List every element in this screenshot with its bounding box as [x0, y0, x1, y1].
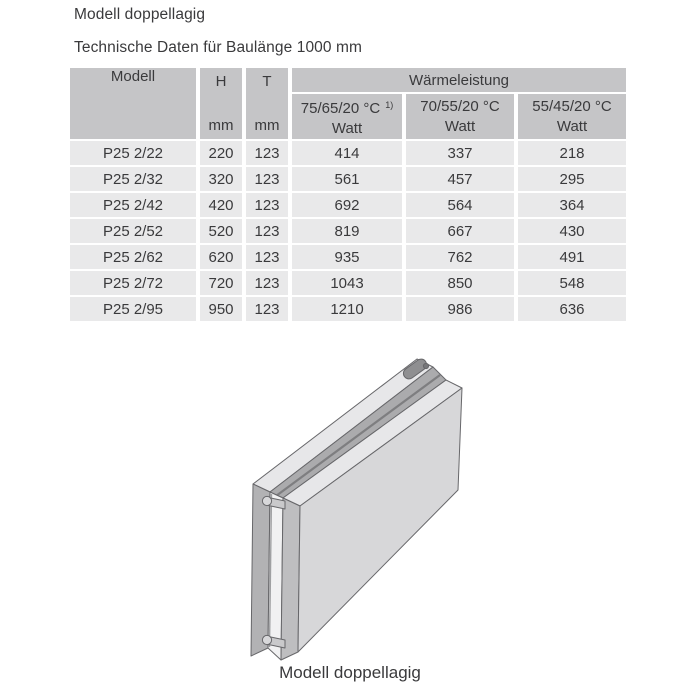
page-subtitle: Technische Daten für Baulänge 1000 mm	[74, 39, 363, 56]
col-header-watt-70	[406, 94, 514, 139]
cell-watt-70: 850	[406, 271, 514, 295]
cell-model: P25 2/52	[70, 219, 196, 243]
col-group-waermeleistung-label: Wärmeleistung	[408, 71, 510, 89]
cell-watt-55: 430	[518, 219, 626, 243]
cell-t: 123	[246, 141, 288, 165]
cell-watt-75: 692	[292, 193, 402, 217]
connector-pin-bottom-cap	[262, 635, 271, 644]
far-end-clamp-pin	[423, 363, 428, 368]
cell-h: 320	[200, 167, 242, 191]
table-row	[70, 141, 626, 165]
col-header-t-label: T	[262, 72, 272, 90]
connector-pin-top-cap	[262, 496, 271, 505]
cell-t: 123	[246, 193, 288, 217]
temp-label: 55/45/20 °C	[532, 97, 612, 115]
cell-watt-75: 414	[292, 141, 402, 165]
cell-t: 123	[246, 219, 288, 243]
cell-watt-70: 762	[406, 245, 514, 269]
cell-h: 520	[200, 219, 242, 243]
cell-watt-70: 667	[406, 219, 514, 243]
table-header-row-1	[70, 68, 626, 92]
col-group-waermeleistung	[292, 68, 626, 92]
technical-data-table	[66, 66, 630, 323]
col-header-h-unit: mm	[208, 116, 234, 134]
col-header-h	[200, 68, 242, 139]
watt-label: Watt	[444, 117, 476, 135]
cell-watt-55: 636	[518, 297, 626, 321]
temp-label: 70/55/20 °C	[420, 97, 500, 115]
cell-h: 420	[200, 193, 242, 217]
cell-watt-70: 337	[406, 141, 514, 165]
cell-t: 123	[246, 245, 288, 269]
cell-h: 950	[200, 297, 242, 321]
cell-watt-55: 548	[518, 271, 626, 295]
cell-watt-55: 364	[518, 193, 626, 217]
radiator-rear-end-face	[251, 484, 270, 656]
cell-model: P25 2/95	[70, 297, 196, 321]
cell-watt-70: 564	[406, 193, 514, 217]
footnote-marker: 1)	[385, 100, 394, 110]
table-row	[70, 219, 626, 243]
cell-watt-75: 935	[292, 245, 402, 269]
table-row	[70, 245, 626, 269]
cell-h: 620	[200, 245, 242, 269]
cell-watt-55: 491	[518, 245, 626, 269]
illustration-caption: Modell doppellagig	[279, 663, 421, 682]
cell-watt-70: 986	[406, 297, 514, 321]
table-row	[70, 271, 626, 295]
col-header-t-unit: mm	[254, 116, 280, 134]
temp-label: 75/65/20 °C	[300, 100, 381, 117]
col-header-watt-55	[518, 94, 626, 139]
cell-t: 123	[246, 271, 288, 295]
cell-h: 220	[200, 141, 242, 165]
cell-watt-55: 218	[518, 141, 626, 165]
cell-watt-75: 1043	[292, 271, 402, 295]
cell-watt-75: 819	[292, 219, 402, 243]
col-header-t	[246, 68, 288, 139]
cell-model: P25 2/22	[70, 141, 196, 165]
page-title: Modell doppellagig	[74, 6, 206, 23]
cell-t: 123	[246, 167, 288, 191]
col-header-modell-label: Modell	[110, 68, 156, 85]
watt-label: Watt	[556, 117, 588, 135]
col-header-h-label: H	[215, 72, 227, 90]
cell-watt-75: 561	[292, 167, 402, 191]
cell-watt-55: 295	[518, 167, 626, 191]
col-header-watt-75	[292, 94, 402, 139]
cell-watt-70: 457	[406, 167, 514, 191]
table-row	[70, 193, 626, 217]
cell-model: P25 2/72	[70, 271, 196, 295]
cell-model: P25 2/42	[70, 193, 196, 217]
radiator-front-end-face	[281, 498, 300, 660]
col-header-modell	[70, 68, 196, 139]
table-row	[70, 297, 626, 321]
watt-label: Watt	[331, 120, 363, 137]
cell-watt-75: 1210	[292, 297, 402, 321]
cell-h: 720	[200, 271, 242, 295]
radiator-isometric-illustration	[238, 350, 473, 665]
table-row	[70, 167, 626, 191]
cell-model: P25 2/32	[70, 167, 196, 191]
cell-t: 123	[246, 297, 288, 321]
cell-model: P25 2/62	[70, 245, 196, 269]
